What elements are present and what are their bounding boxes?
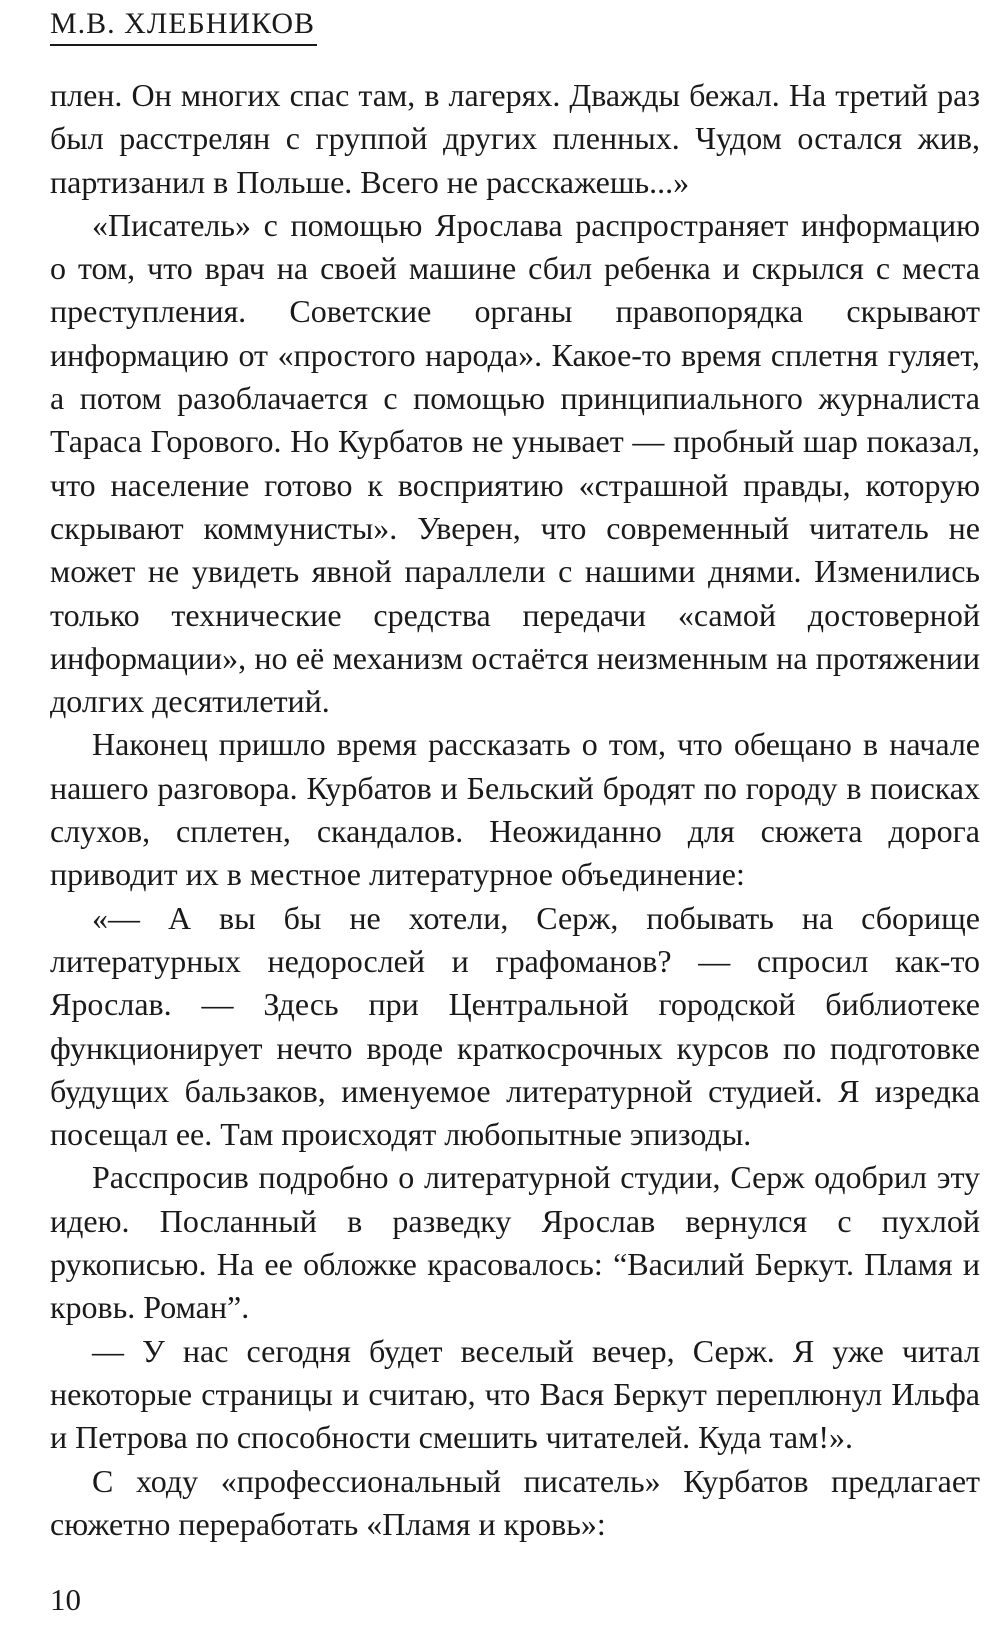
paragraph: С ходу «профессиональный писатель» Курбатов предлагает сюжетно переработать «Пламя и кровь»: (50, 1462, 980, 1542)
paragraph: плен. Он многих спас там, в лагерях. Дважды бежал. На третий раз был расстрелян с группой других пленных. Чудом остался жив, партизанил в Польше. Всего не расскажешь...» (50, 77, 980, 200)
running-head-author: М.В. ХЛЕБНИКОВ (50, 4, 317, 46)
paragraph: — У нас сегодня будет веселый вечер, Серж. Я уже читал некоторые страницы и считаю, что Вася Беркут переплюнул Ильфа и Петрова по способности смешить читателей. Куда там!». (50, 1332, 980, 1456)
paragraph: Расспросив подробно о литературной студии, Серж одобрил эту идею. Посланный в разведку Ярослав вернулся с пухлой рукописью. На ее обложке красовалось: “Василий Беркут. Пламя и кровь. Роман”. (50, 1159, 980, 1326)
body-text (50, 74, 980, 1546)
paragraph: «Писатель» с помощью Ярослава распространяет информацию о том, что врач на своей машине сбил ребенка и скрылся с места преступления. Советские органы правопорядка скрывают информацию от «простого народа». Какое-то время сплетня гуляет, а потом разоблачается с помощью принципиального журналиста Тараса Горового. Но Курбатов не унывает — пробный шар показал, что население готово к восприятию «страшной правды, которую скрывают коммунисты». Уверен, что современный читатель не может не увидеть явной параллели с нашими днями. Изменились только технические средства передачи «самой достоверной информации», но её механизм остаётся неизменным на протяжении долгих десятилетий. (50, 206, 980, 720)
page-number: 10 (50, 1582, 81, 1617)
paragraph: Наконец пришло время рассказать о том, что обещано в начале нашего разговора. Курбатов и Бельский бродят по городу в поисках слухов, сплетен, скандалов. Неожиданно для сюжета дорога приводит их в местное литературное объединение: (50, 726, 980, 893)
paragraph: «— А вы бы не хотели, Серж, побывать на сборище литературных недорослей и графоманов? — спросил как-то Ярослав. — Здесь при Центральной городской библиотеке функционирует нечто вроде краткосрочных курсов по подготовке будущих бальзаков, именуемое литературной студией. Я изредка посещал ее. Там происходят любопытные эпизоды. (50, 899, 980, 1153)
